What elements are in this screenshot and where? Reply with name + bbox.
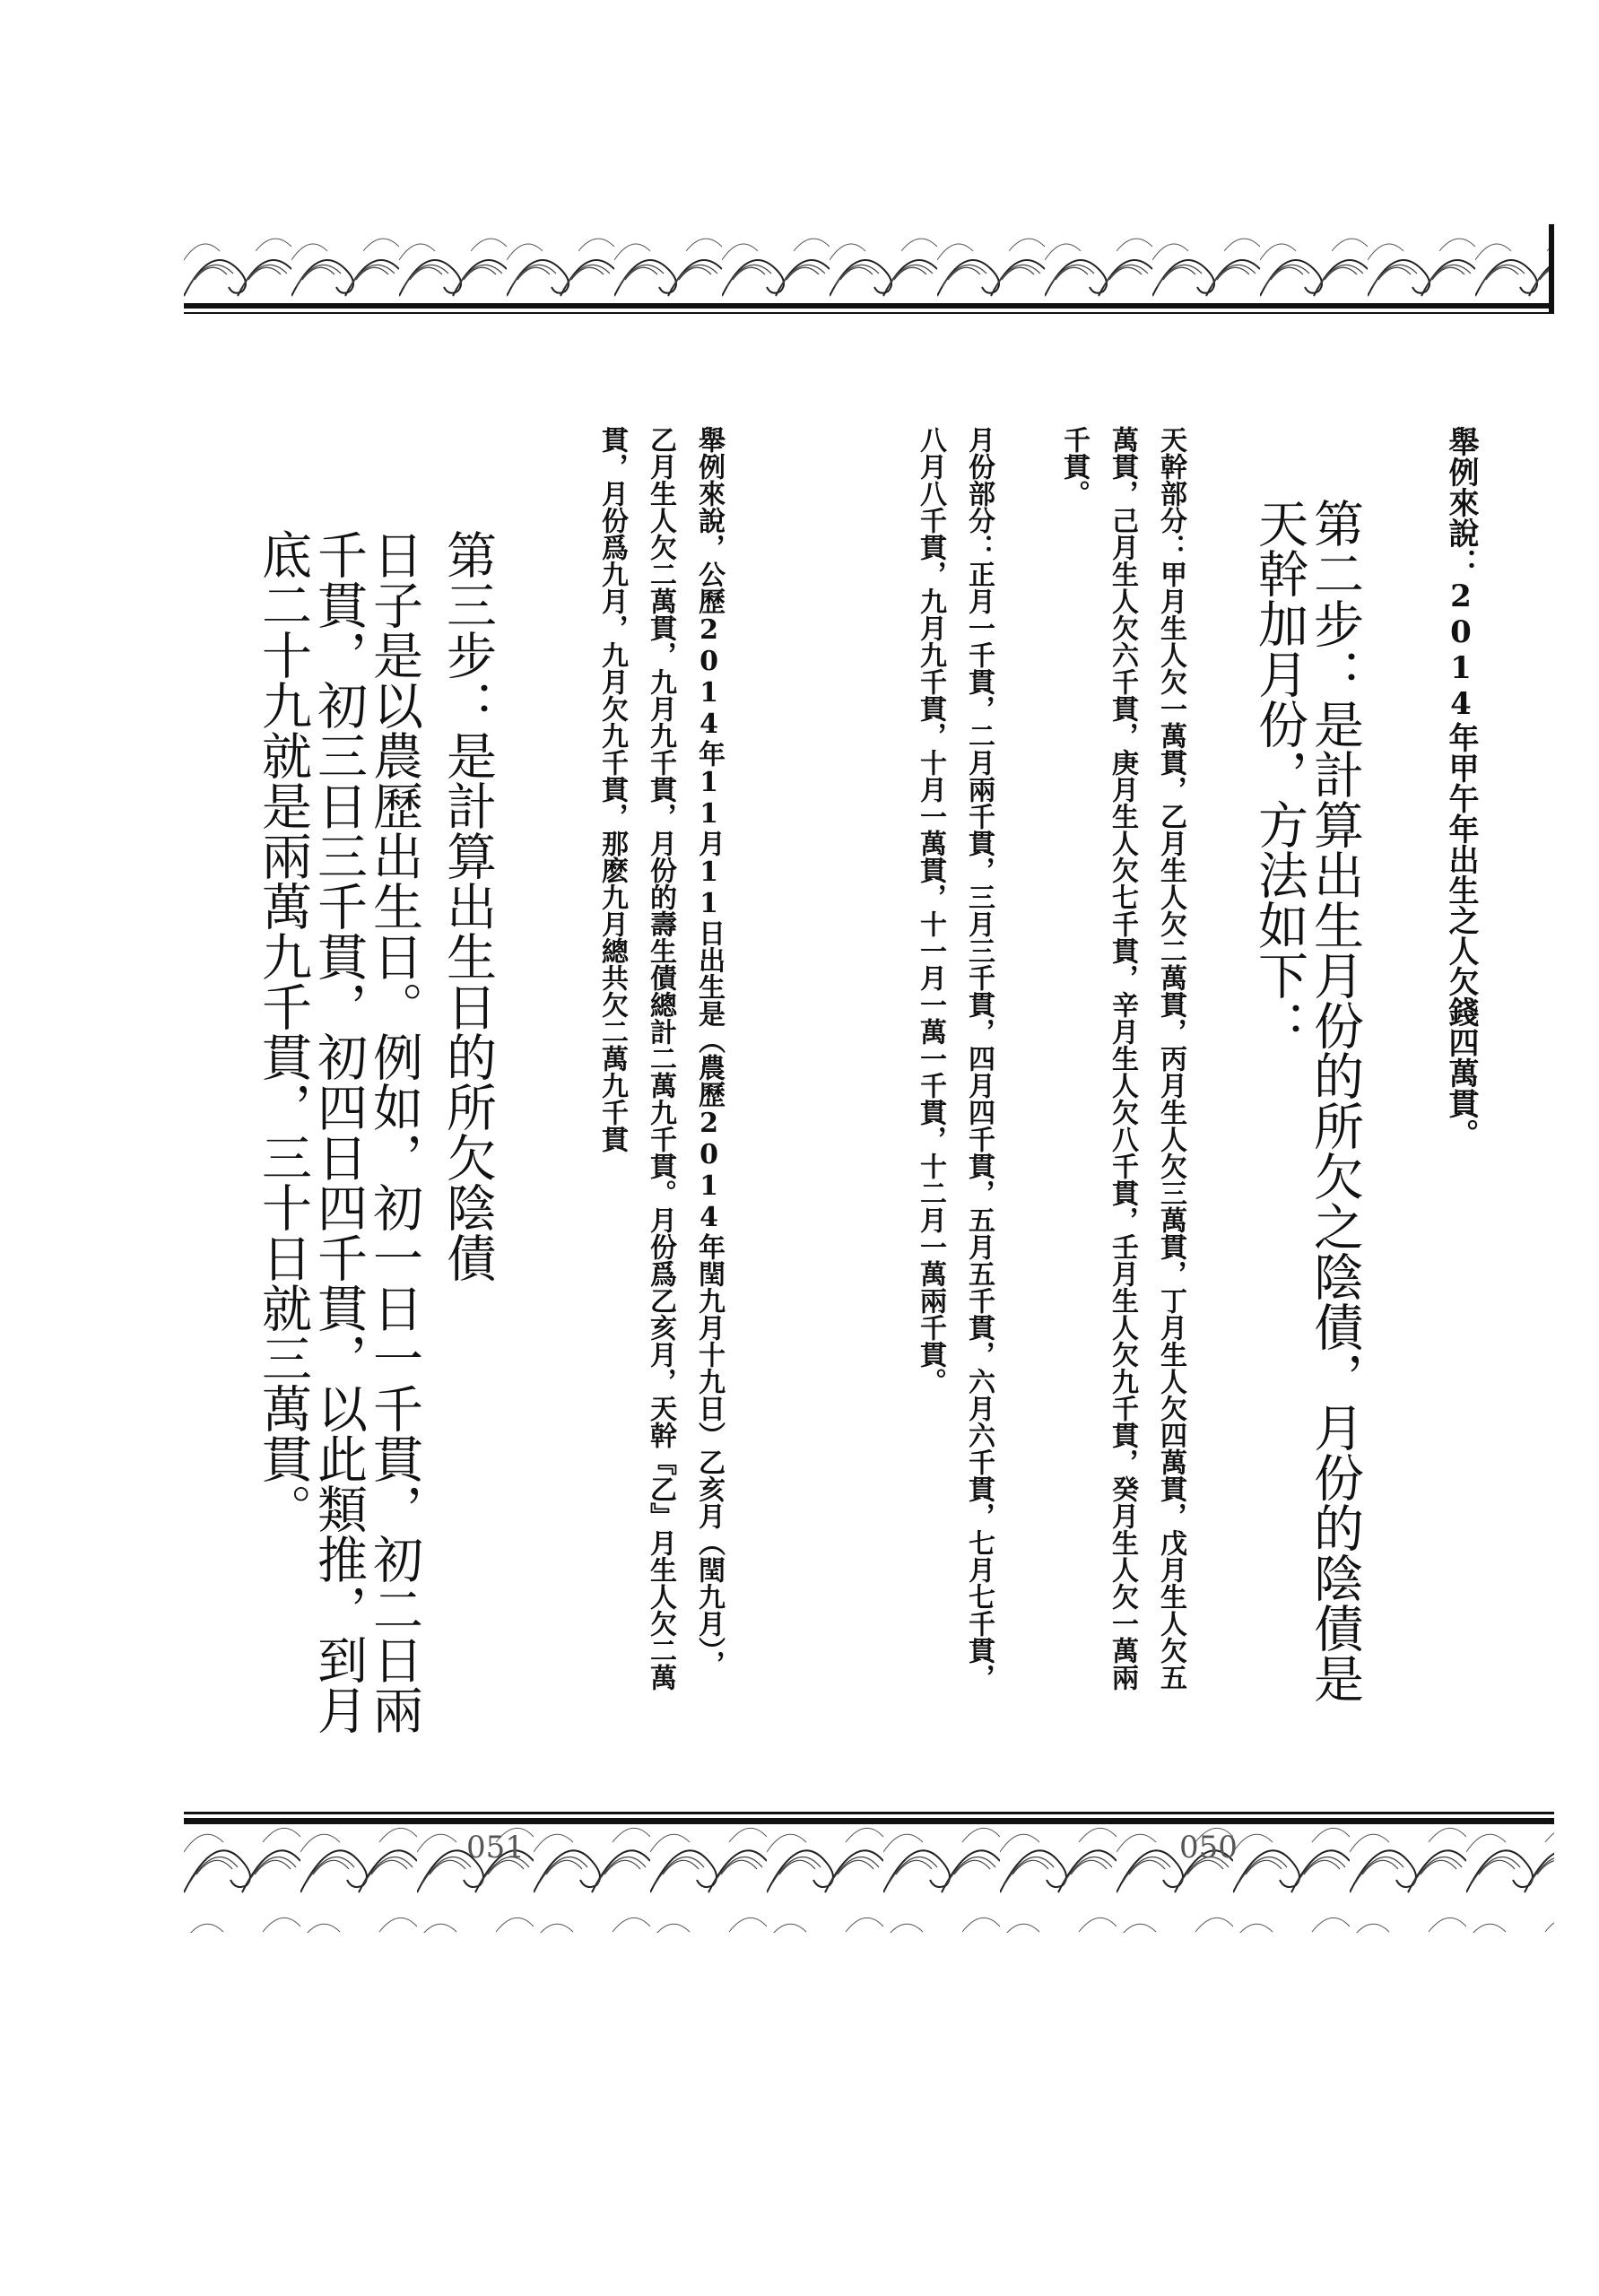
month-section [906,426,1003,1700]
left-example [587,426,733,1700]
example-intro-text: 舉例來說：2014年甲午年出生之人欠錢四萬貫。 [1443,426,1479,1149]
step3-heading-text: 第三步：是計算出生日的所欠陰債 [439,529,497,1283]
page-number-left: 051 [466,1830,525,1866]
top-wave-border [184,224,1554,323]
month-text: 正月一千貫，二月兩千貫，三月三千貫，四月四千貫，五月五千貫，六月六千貫，七月七千貫，八月八千貫，九月九千貫，十月一萬貫，十一月一萬一千貫，十二月一萬兩千貫。 [915,426,995,1691]
step2-heading-text: 第二步：是計算出生月份的所欠之陰債，月份的陰債是天幹加月份，方法如下： [1250,498,1364,1703]
example-intro [1439,426,1483,1691]
bottom-wave-border [184,1812,1554,1933]
tiangan-section [1049,426,1195,1691]
step3-body-text: 日子是以農歷出生日。例如，初一日一千貫，初二日兩千貫，初三日三千貫，初四日四千貫，以此類推，到月底二十九就是兩萬九千貫，三十日就三萬貫。 [254,529,423,1735]
tiangan-label: 天幹部分： [1155,426,1186,561]
left-example-label: 舉例來說， [693,426,725,561]
page-number-right: 050 [1179,1830,1238,1866]
step2-heading [1251,498,1362,1709]
tiangan-text: 甲月生人欠一萬貫，乙月生人欠二萬貫，丙月生人欠三萬貫，丁月生人欠四萬貫，戊月生人欠五萬貫，己月生人欠六千貫，庚月生人欠七千貫，辛月生人欠八千貫，壬月生人欠九千貫，癸月生人欠一萬兩千貫。 [1058,426,1186,1691]
step3-heading [439,529,495,1695]
left-example-text: 公歷2014年11月11日出生是（農歷2014年閏九月十九日）乙亥月（閏九月），乙月生人欠二萬貫，九月九千貫，月份的壽生債總計二萬九千貫。月份爲乙亥月，天幹『乙』月生人欠二萬貫，月份爲九月，九月欠九千貫，那麽九月總共欠二萬九千貫 [596,426,725,1691]
month-label: 月份部分： [963,426,995,561]
step3-body [152,529,421,1740]
